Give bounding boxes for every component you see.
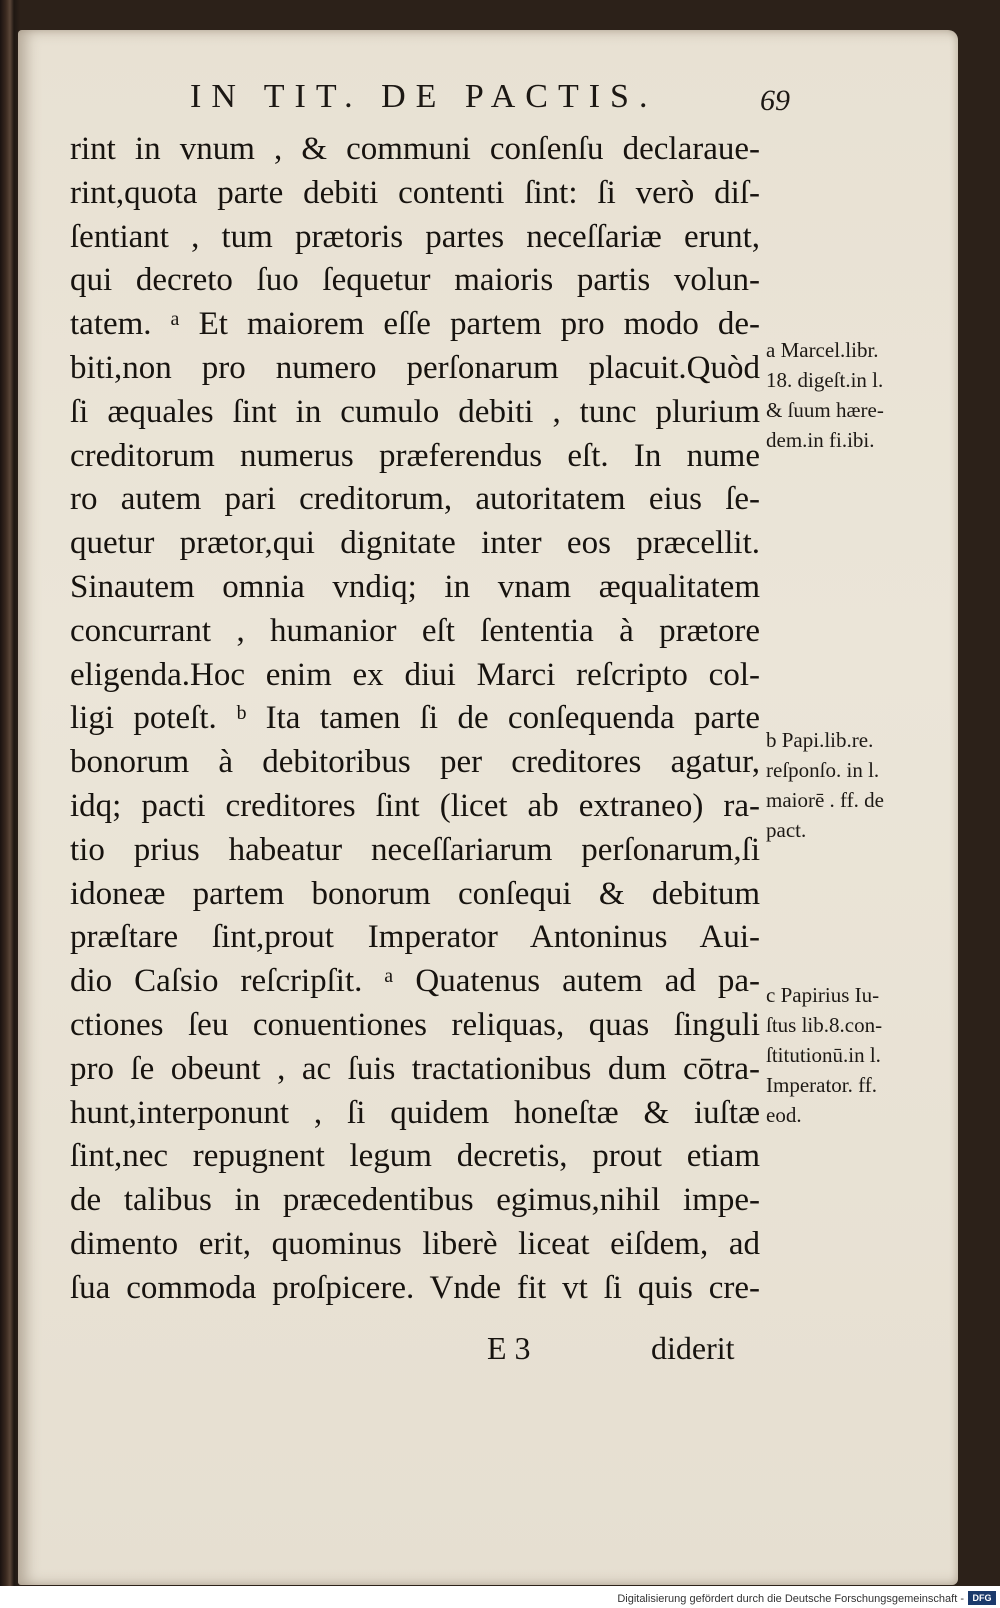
text-line: ligi poteſt. ᵇ Ita tamen ſi de conſequenda parte	[70, 700, 760, 737]
note-line: & ſuum hære-	[766, 398, 884, 422]
text-line: ſi æquales ſint in cumulo debiti , tunc plurium	[70, 393, 760, 430]
text-line: biti,non pro numero perſonarum placuit.Quòd	[70, 349, 760, 386]
running-head: IN TIT. DE PACTIS.	[190, 78, 658, 115]
dfg-logo-icon: DFG	[968, 1591, 996, 1605]
text-line: pro ſe obeunt , ac ſuis tractationibus dum cōtra-	[70, 1050, 760, 1087]
note-line: ſtitutionū.in l.	[766, 1043, 881, 1067]
text-line: hunt,interponunt , ſi quidem honeſtæ & iuſtæ	[70, 1094, 760, 1131]
note-line: reſponſo. in l.	[766, 758, 880, 782]
text-line: rint,quota parte debiti contenti ſint: ſi verò diſ-	[70, 174, 760, 211]
text-line: idq; pacti creditores ſint (licet ab extraneo) ra-	[70, 787, 760, 824]
text-line: dimento erit, quominus liberè liceat eiſdem, ad	[70, 1225, 760, 1262]
marginal-note-a	[766, 335, 934, 455]
text-line: de talibus in præcedentibus egimus,nihil impe-	[70, 1182, 760, 1219]
marginal-note-b	[766, 725, 934, 845]
text-line: dio Caſsio reſcripſit. ᵃ Quatenus autem ad pa-	[70, 963, 760, 1000]
text-line: concurrant , humanior eſt ſententia à prætore	[70, 612, 760, 649]
text-line: qui decreto ſuo ſequetur maioris partis volun-	[70, 262, 760, 299]
note-line: ſtus lib.8.con-	[766, 1013, 883, 1037]
text-line: ctiones ſeu conuentiones reliquas, quas ſinguli	[70, 1006, 760, 1043]
note-line: 18. digeſt.in l.	[766, 368, 884, 392]
note-line: maiorē . ff. de	[766, 788, 884, 812]
note-line: b Papi.lib.re.	[766, 728, 874, 752]
funding-credit: Digitalisierung gefördert durch die Deutsche Forschungsgemeinschaft -	[617, 1593, 964, 1605]
text-line: ſentiant , tum prætoris partes neceſſariæ erunt,	[70, 218, 760, 255]
text-line: eligenda.Hoc enim ex diui Marci reſcripto col-	[70, 656, 760, 693]
text-line: tatem. ᵃ Et maiorem eſſe partem pro modo de-	[70, 306, 760, 343]
text-line: ſua commoda proſpicere. Vnde fit vt ſi quis cre-	[70, 1269, 760, 1306]
footer-bar	[0, 1586, 1000, 1608]
text-line: quetur prætor,qui dignitate inter eos præcellit.	[70, 525, 760, 562]
marginal-note-c	[766, 980, 934, 1130]
text-line: bonorum à debitoribus per creditores agatur,	[70, 744, 760, 781]
text-line: præſtare ſint,prout Imperator Antoninus Aui-	[70, 919, 760, 956]
text-line: Sinautem omnia vndiq; in vnam æqualitatem	[70, 568, 760, 605]
note-line: eod.	[766, 1103, 802, 1127]
text-line: rint in vnum , & communi conſenſu declaraue-	[70, 131, 760, 167]
text-line: ſint,nec repugnent legum decretis, prout etiam	[70, 1138, 760, 1175]
note-line: pact.	[766, 818, 807, 842]
note-line: c Papirius Iu-	[766, 983, 880, 1007]
text-line: ro autem pari creditorum, autoritatem eius ſe-	[70, 481, 760, 518]
note-line: a Marcel.libr.	[766, 338, 879, 362]
note-line: Imperator. ff.	[766, 1073, 877, 1097]
text-line: idoneæ partem bonorum conſequi & debitum	[70, 875, 760, 912]
main-text-block	[70, 128, 760, 1311]
text-line: tio prius habeatur neceſſariarum perſonarum,ſi	[70, 831, 760, 868]
catchword: diderit	[651, 1330, 735, 1366]
text-line: creditorum numerus præferendus eſt. In nume	[70, 437, 760, 474]
signature-mark: E 3	[487, 1330, 531, 1366]
page-number: 69	[760, 84, 790, 117]
note-line: dem.in fi.ibi.	[766, 428, 875, 452]
